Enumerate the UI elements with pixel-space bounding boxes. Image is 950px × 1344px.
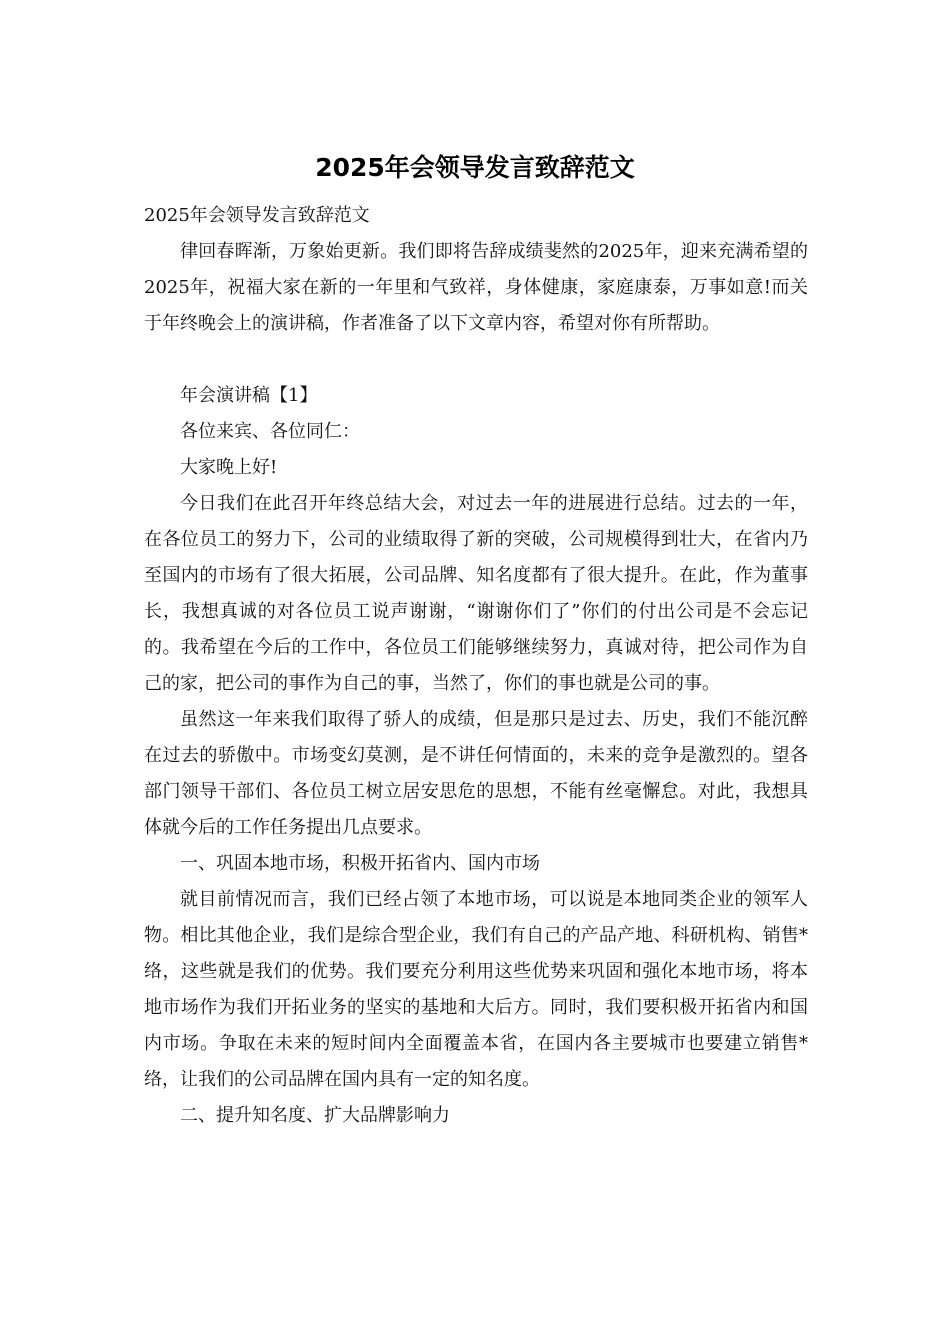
body-paragraph: 今日我们在此召开年终总结大会，对过去一年的进展进行总结。过去的一年，在各位员工的努力下，公司的业绩取得了新的突破，公司规模得到壮大，在省内乃至国内的市场有了很大拓展，公司品牌、知名度都有了很大提升。在此，作为董事长，我想真诚的对各位员工说声谢谢，“谢谢你们了”你们的付出公司是不会忘记的。我希望在今后的工作中，各位员工们能够继续努力，真诚对待，把公司作为自己的家，把公司的事作为自己的事，当然了，你们的事也就是公司的事。 xyxy=(144,493,808,694)
salutation: 各位来宾、各位同仁： xyxy=(180,421,360,442)
paragraph-spacer xyxy=(144,342,808,378)
section-heading: 二、提升知名度、扩大品牌影响力 xyxy=(180,1105,450,1126)
body-paragraph: 就目前情况而言，我们已经占领了本地市场，可以说是本地同类企业的领军人物。相比其他企业，我们是综合型企业，我们有自己的产品产地、科研机构、销售*络，这些就是我们的优势。我们要充分利用这些优势来巩固和强化本地市场，将本地市场作为我们开拓业务的坚实的基地和大后方。同时，我们要积极开拓省内和国内市场。争取在未来的短时间内全面覆盖本省，在国内各主要城市也要建立销售*络，让我们的公司品牌在国内具有一定的知名度。 xyxy=(144,889,808,1090)
intro-paragraph: 律回春晖渐，万象始更新。我们即将告辞成绩斐然的2025年，迎来充满希望的2025年，祝福大家在新的一年里和气致祥，身体健康，家庭康泰，万事如意!而关于年终晚会上的演讲稿，作者准备了以下文章内容，希望对你有所帮助。 xyxy=(144,241,808,334)
speech-heading: 年会演讲稿【1】 xyxy=(180,385,318,406)
document-body xyxy=(144,198,808,1134)
body-paragraph: 虽然这一年来我们取得了骄人的成绩，但是那只是过去、历史，我们不能沉醉在过去的骄傲中。市场变幻莫测，是不讲任何情面的，未来的竞争是激烈的。望各部门领导干部们、各位员工树立居安思危的思想，不能有丝毫懈怠。对此，我想具体就今后的工作任务提出几点要求。 xyxy=(144,709,808,838)
document-title: 2025年会领导发言致辞范文 xyxy=(315,153,635,182)
document-subtitle: 2025年会领导发言致辞范文 xyxy=(144,205,370,226)
section-heading: 一、巩固本地市场，积极开拓省内、国内市场 xyxy=(180,853,540,874)
greeting: 大家晚上好! xyxy=(180,457,278,478)
